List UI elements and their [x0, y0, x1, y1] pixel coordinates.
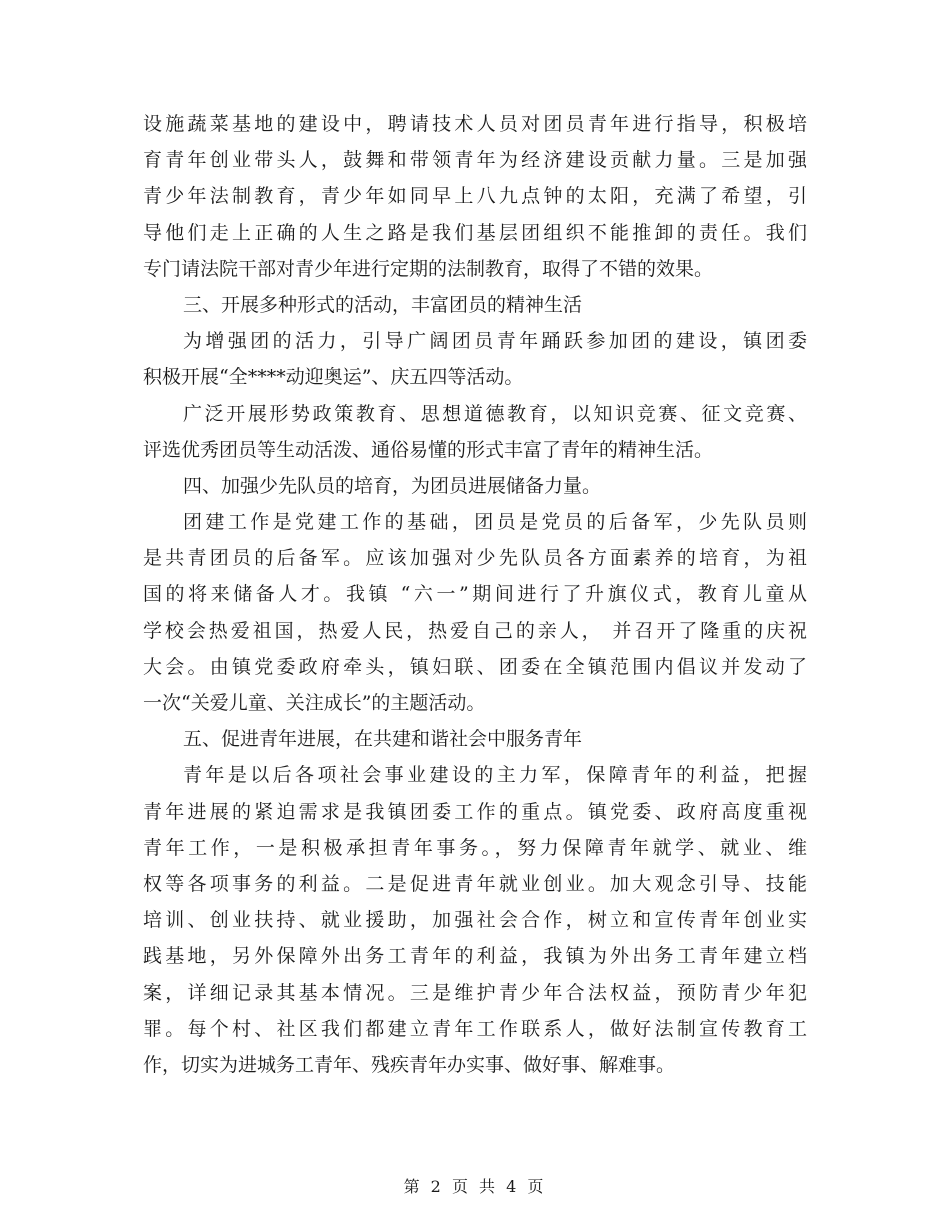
text-line: 积极开展“全****动迎奥运”、庆五四等活动。: [143, 366, 524, 389]
text-line: 培训、创业扶持、就业援助，加强社会合作，树立和宣传青年创业实: [143, 909, 807, 932]
text-line: 案，详细记录其基本情况。三是维护青少年合法权益，预防青少年犯: [143, 981, 807, 1004]
text-line: 是共青团员的后备军。应该加强对少先队员各方面素养的培育，为祖: [143, 547, 807, 570]
text-line: 青年工作，一是积极承担青年事务。，努力保障青年就学、就业、维: [143, 836, 807, 859]
text-line: 团建工作是党建工作的基础，团员是党员的后备军，少先队员则: [183, 511, 807, 534]
text-line: 学校会热爱祖国，热爱人民，热爱自己的亲人， 并召开了隆重的庆祝: [143, 619, 807, 642]
text-line: 三、开展多种形式的活动，丰富团员的精神生活: [183, 293, 583, 316]
text-line: 青年进展的紧迫需求是我镇团委工作的重点。镇党委、政府高度重视: [143, 800, 807, 823]
text-line: 青年是以后各项社会事业建设的主力军，保障青年的利益，把握: [183, 764, 807, 787]
text-line: 一次“关爱儿童、关注成长”的主题活动。: [143, 692, 486, 714]
text-line: 专门请法院干部对青少年进行定期的法制教育，取得了不错的效果。: [143, 257, 714, 280]
text-line: 罪。每个村、社区我们都建立青年工作联系人，做好法制宣传教育工: [143, 1017, 807, 1040]
text-line: 五、促进青年进展，在共建和谐社会中服务青年: [183, 728, 583, 751]
text-line: 评选优秀团员等生动活泼、通俗易懂的形式丰富了青年的精神生活。: [143, 438, 714, 461]
text-line: 四、加强少先队员的培育，为团员进展储备力量。: [183, 474, 602, 497]
text-line: 广泛开展形势政策教育、思想道德教育，以知识竞赛、征文竞赛、: [183, 402, 807, 425]
text-line: 作，切实为进城务工青年、残疾青年办实事、做好事、解难事。: [143, 1053, 676, 1076]
text-line: 育青年创业带头人，鼓舞和带领青年为经济建设贡献力量。三是加强: [143, 149, 807, 172]
text-line: 为增强团的活力，引导广阔团员青年踊跃参加团的建设，镇团委: [183, 330, 807, 353]
text-line: 权等各项事务的利益。二是促进青年就业创业。加大观念引导、技能: [143, 872, 807, 895]
page-number-footer: 第 2 页 共 4 页: [403, 1177, 547, 1196]
text-line: 青少年法制教育，青少年如同早上八九点钟的太阳，充满了希望，引: [143, 185, 807, 208]
text-line: 大会。由镇党委政府牵头，镇妇联、团委在全镇范围内倡议并发动了: [143, 655, 807, 678]
text-line: 导他们走上正确的人生之路是我们基层团组织不能推卸的责任。我们: [143, 221, 807, 244]
text-line: 国的将来储备人才。我镇 “六一”期间进行了升旗仪式，教育儿童从: [143, 583, 807, 606]
document-body: [143, 106, 807, 1083]
text-line: 设施蔬菜基地的建设中，聘请技术人员对团员青年进行指导，积极培: [143, 113, 807, 135]
text-line: 践基地，另外保障外出务工青年的利益，我镇为外出务工青年建立档: [143, 945, 807, 968]
